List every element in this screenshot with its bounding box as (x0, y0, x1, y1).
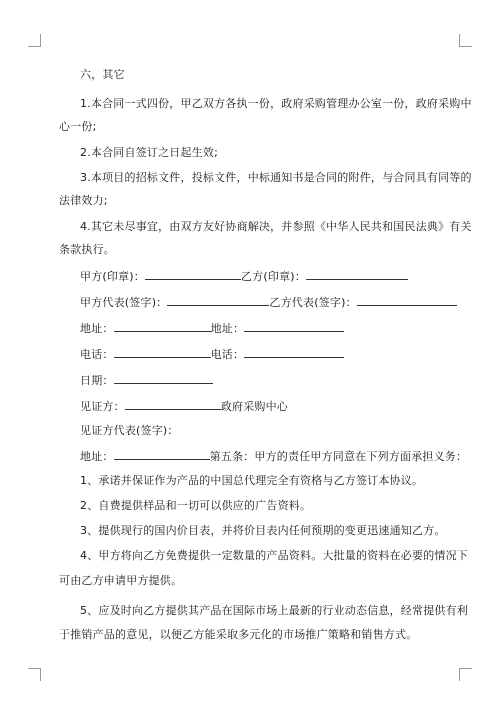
party-a-address-blank[interactable] (114, 320, 211, 332)
date-row (80, 372, 213, 389)
clause-1-line-1: 1.本合同一式四份，甲乙双方各执一份，政府采购管理办公室一份，政府采购中 (80, 97, 472, 110)
party-b-address-blank[interactable] (244, 320, 344, 332)
crop-mark-top-left (28, 34, 41, 47)
party-a-phone-label: 电话： (80, 348, 114, 361)
clause-4-line-2: 条款执行。 (59, 243, 115, 256)
clause-3-line-2: 法律效力; (59, 194, 108, 207)
clause-4-line-1: 4.其它未尽事宜，由双方友好协商解决，并参照《中华人民共和国民法典》有关 (80, 220, 472, 233)
article-5-item-4-line-1: 4、甲方将向乙方免费提供一定数量的产品资料。大批量的资料在必要的情况下 (80, 549, 468, 562)
article-5-item-5-line-1: 5、应及时向乙方提供其产品在国际市场上最新的行业动态信息，经常提供有利 (80, 604, 468, 617)
witness-blank[interactable] (125, 398, 221, 410)
party-b-rep-blank[interactable] (357, 294, 457, 306)
witness-address-row (80, 448, 467, 465)
date-label: 日期： (80, 374, 114, 387)
article-5-item-1: 1、承诺并保证作为产品的中国总代理完全有资格与乙方签订本协议。 (80, 474, 424, 487)
article-5-item-2: 2、自费提供样品和一切可以供应的广告资料。 (80, 499, 312, 512)
witness-address-blank[interactable] (114, 448, 210, 460)
crop-mark-top-right (459, 34, 472, 47)
party-a-rep-label: 甲方代表(签字)： (80, 296, 168, 309)
witness-row (80, 398, 288, 415)
witness-name: 政府采购中心 (220, 400, 289, 413)
party-b-address-label: 地址： (210, 322, 245, 335)
section-heading: 六，其它 (80, 68, 125, 81)
party-a-seal-blank[interactable] (145, 268, 241, 280)
witness-address-label: 地址： (80, 450, 114, 463)
party-b-phone-label: 电话： (210, 348, 245, 361)
party-a-address-label: 地址： (80, 322, 114, 335)
representative-row (80, 294, 457, 311)
witness-label: 见证方： (80, 400, 125, 413)
date-blank[interactable] (114, 372, 213, 384)
party-a-seal-label: 甲方(印章)： (80, 270, 145, 283)
party-a-phone-blank[interactable] (114, 346, 211, 358)
party-b-rep-label: 乙方代表(签字)： (269, 296, 357, 309)
article-5-item-4-line-2: 可由乙方申请甲方提供。 (59, 574, 183, 587)
witness-rep-row: 见证方代表(签字)： (80, 424, 179, 437)
party-b-seal-blank[interactable] (306, 268, 408, 280)
article-5-title: 第五条：甲方的责任甲方同意在下列方面承担义务： (209, 450, 468, 463)
address-row (80, 320, 344, 337)
clause-2: 2.本合同自签订之日起生效; (80, 146, 219, 159)
crop-mark-bottom-right (459, 668, 472, 681)
crop-mark-bottom-left (28, 668, 41, 681)
party-b-seal-label: 乙方(印章)： (240, 270, 306, 283)
article-5-item-5-line-2: 于推销产品的意见，以便乙方能采取多元化的市场推广策略和销售方式。 (59, 628, 418, 641)
phone-row (80, 346, 344, 363)
article-5-item-3: 3、提供现行的国内价目表，并将价目表内任何预期的变更迅速通知乙方。 (80, 524, 446, 537)
clause-3-line-1: 3.本项目的招标文件，投标文件，中标通知书是合同的附件，与合同具有同等的 (80, 171, 472, 184)
clause-1-line-2: 心一份; (59, 120, 97, 133)
party-b-phone-blank[interactable] (244, 346, 344, 358)
seal-row (80, 268, 408, 285)
party-a-rep-blank[interactable] (167, 294, 269, 306)
